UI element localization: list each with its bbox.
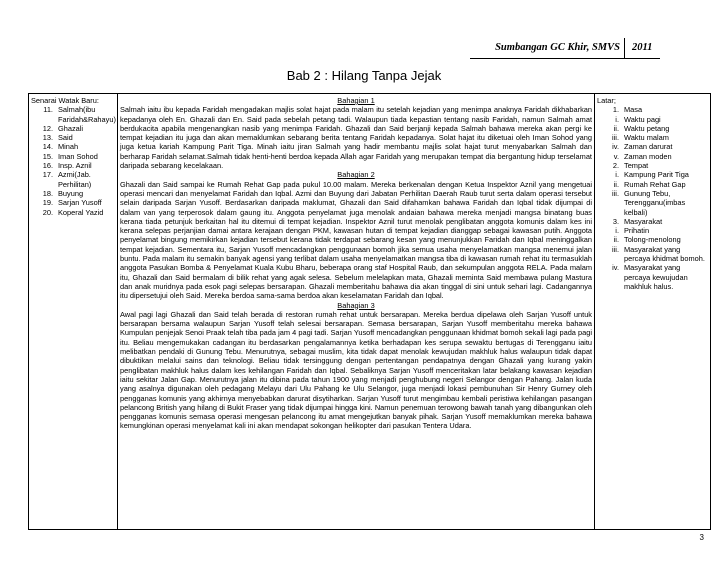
header-source: Sumbangan GC Khir, SMVS [495, 42, 620, 53]
watak-list [31, 105, 115, 217]
bahagian-3-heading: Bahagian 3 [337, 300, 375, 310]
latar-item: ii. Tolong-menolong [613, 235, 681, 245]
latar-item: i. Prihatin [615, 226, 650, 236]
latar-item: iv. Zaman darurat [612, 142, 673, 152]
bahagian-2-heading: Bahagian 2 [337, 170, 375, 180]
watak-item: 12. Ghazali [42, 123, 84, 133]
watak-item: 19. Sarjan Yusoff [42, 198, 102, 208]
header-divider [624, 38, 625, 58]
watak-item: 13. Said [42, 133, 73, 143]
watak-item: 14. Minah [42, 142, 79, 152]
latar-item: v. Zaman moden [613, 151, 672, 161]
latar-heading: Latar; [597, 96, 616, 105]
watak-item: 15. Iman Sohod [42, 151, 98, 161]
watak-item: 11. Salmah(ibu Faridah&Rahayu) [43, 105, 116, 124]
watak-item: 17. Azmi(Jab. Perhilitan) [42, 170, 92, 189]
latar-item: i. Kampung Parit Tiga [615, 170, 689, 180]
header-rule [470, 58, 660, 59]
content-table [28, 93, 711, 530]
latar-item: iii. Masyarakat yang percaya khidmat bomoh. [612, 244, 705, 264]
watak-heading: Senarai Watak Baru: [31, 96, 99, 105]
latar-section-title: 1. Masa [612, 105, 643, 115]
latar-item: i. Waktu pagi [615, 114, 661, 124]
latar-item: iii. Gunung Tebu, Terengganu(imbas kelbali) [612, 188, 686, 217]
watak-item: 18. Buyung [42, 188, 84, 198]
watak-column [29, 94, 118, 530]
header-year: 2011 [632, 42, 653, 53]
bahagian-1-heading: Bahagian 1 [337, 96, 375, 105]
latar-item: iv. Masyarakat yang percaya kewujudan makhluk halus. [612, 263, 688, 291]
page-number: 3 [699, 533, 704, 542]
sinopsis-column [118, 94, 595, 530]
latar-section-title: 2. Tempat [612, 161, 649, 171]
latar-section-title: 3. Masyarakat [612, 216, 663, 226]
bahagian-3-text: Awal pagi lagi Ghazali dan Said telah berada di restoran rumah rehat untuk bersarapan. Mereka berdua dipelawa oleh Sarjan Yusoff untuk bersarapan bersama walaupun Sarjan Yusoff telah selesai bersarapan. Semasa bersarapan, Sarjan Yusoff memberitahu mereka bahawa Kumpulan penjejak Senoi Praak telah tiba pada jam 4 pagi tadi. Sarjan Yusoff mencadangkan penggunaan khidmat bomoh sekali lagi pada pagi itu. Beliau mengemukakan cadangan itu berdasarkan pengalamannya ketika berhadapan kes serupa sewaktu bertugas di Terengganu iaitu melibatkan pendaki di Gunung Tebu. Menurutnya, sebagai muslim, kita tidak dapat menolak kewujudan makhluk halus walaupun tidak dapat dibuktikan melalui sains dan teknologi. Beliau tidak tersinggung dengan pertentangan pendapatnya dengan Ghazali yang kurang yakin penglibatan makhluk halus dalam kes kehilangan Faridah dan Iqbal. Sebaliknya Sarjan Yusoff menceritakan latar belakang kawasan kejadian iaitu sekitar Jalan Gap. Menurutnya jalan itu dibina pada tahun 1900 yang menjadi penghubung negeri Selangor dengan Pahang. Jalan kuda yang asalnya digunakan oleh pedagang Melayu dari Ulu Pahang ke Ulu Selangor, juga menjadi lokasi pembunuhan Sir Henry Gurney oleh pengganas komunis yang akhirnya menyebabkan darurat disytiharkan. Sarjan Yusoff turut mengimbau kembali peristiwa kehilangan pasangan pelancong British yang hilang di Bukit Fraser yang tidak dijumpai hingga kini. Namun penemuan terowong bawah tanah yang dibangunkan oleh pengganas komunis semasa operasi mengesan pelancong itu amat mengejutkan banyak pihak. Sarjan Yusoff memaklumkan mereka bahawa kemungkinan operasi menyelamat kali ini akan mendapat sokongan helikopter dari pasukan Tentera Udara. [120, 309, 592, 431]
page-title: Bab 2 : Hilang Tanpa Jejak [286, 68, 442, 83]
watak-item: 16. Insp. Aznil [42, 161, 92, 171]
page-header [0, 38, 728, 60]
latar-item: ii. Waktu petang [613, 123, 670, 133]
watak-item: 20. Koperal Yazid [42, 207, 104, 217]
bahagian-1-text: Salmah iaitu ibu kepada Faridah mengadakan majlis solat hajat pada malam itu setelah kejadian yang menimpa anaknya Faridah dikhabarkan kepadanya oleh En. Ghazali dan En. Said pada sebelah petang tadi. Walaupun tiada kepastian tentang nasib Faridah, namun Salmah amat berdukacita apabila mengenangkan nasib yang menimpa Faridah. Ghazali dan Said berjanji kepada Salmah bahawa mereka akan pergi ke tempat kejadian itu juga dan akan memaklumkan sebarang berita tentang Faridah kepadanya. Solat hajat itu diketuai oleh Iman Sohod yang juga ketua kariah Kampung Parit Tiga. Minah iaitu jiran Salmah yang hadir membantu majlis solat hajat turut menyabarkan Salmah dan berharap Faridah selamat.Salmah tidak henti-henti berdoa kepada Allah agar Faridah yang merupakan tempat dia bergantung hidup terselamat daripada sebarang kecelakaan. [120, 105, 592, 171]
bahagian-2-text: Ghazali dan Said sampai ke Rumah Rehat Gap pada pukul 10.00 malam. Mereka berkenalan dengan Ketua Inspektor Aznil yang mengetuai operasi mencari dan menyelamat Faridah dan Iqbal. Azmi dan Buyung dari Jabatan Perhilitan Daerah Raub turut serta dalam operasi tersebut selain daripada Sarjan Yusoff. Berdasarkan daripada maklumat, Ghazali dan Said difahamkan bahawa Faridah dan Iqbal tidak dijumpai di dalam van yang terperosok dalam gaung itu. Anggota penyelamat juga menolak andaian bahawa mereka menjadi mangsa binatang buas kerana tiada petunjuk berkaitan hal itu ditemui di tempat kejadian. Inspektor Aznil turut menolak penglibatan anggota komunis dalam kes ini kerana selepas perjanjian damai antara kerajaan dengan PKM, kawasan hutan di tempat kejadian dianggap sebagai kawasan putih. Anggota penyelamat bingung memikirkan kejadian tersebut kerana tidak terdapat sebarang kesan yang menunjukkan Faridah dan Iqbal meninggalkan tempat kejadian. Sementara itu, Sarjan Yusoff mencadangkan penggunaan bomoh jika semua usaha menyelamatkan mangsa menemui jalan buntu. Pada malam itu semakin banyak agensi yang terlibat dalam usaha menyelamatkan mangsa tiba di kawasan rumah rehat itu termasuklah anggota Pasukan Bomba & Penyelamat Kuala Kubu Bharu, beberapa orang staf Hospital Raub, dan sekumpulan anggota RELA. Pada malam itu, Ghazali dan Said bermalam di bilik rehat yang agak selesa. Sebelum melelapkan mata, Ghazali meminta Said membawa pulang Mastura dan anak muridnya pada esok pagi selepas bersarapan. Ghazali memberitahu bahawa dia akan tinggal di sini untuk sehari lagi. Cadangannya itu dipersetujui oleh Said. Mereka berdoa sama-sama berdoa akan keselamatan Faridah dan Iqbal. [120, 179, 592, 301]
latar-column [595, 94, 711, 530]
latar-item: iii. Waktu malam [612, 133, 669, 143]
latar-item: ii. Rumah Rehat Gap [613, 179, 686, 189]
